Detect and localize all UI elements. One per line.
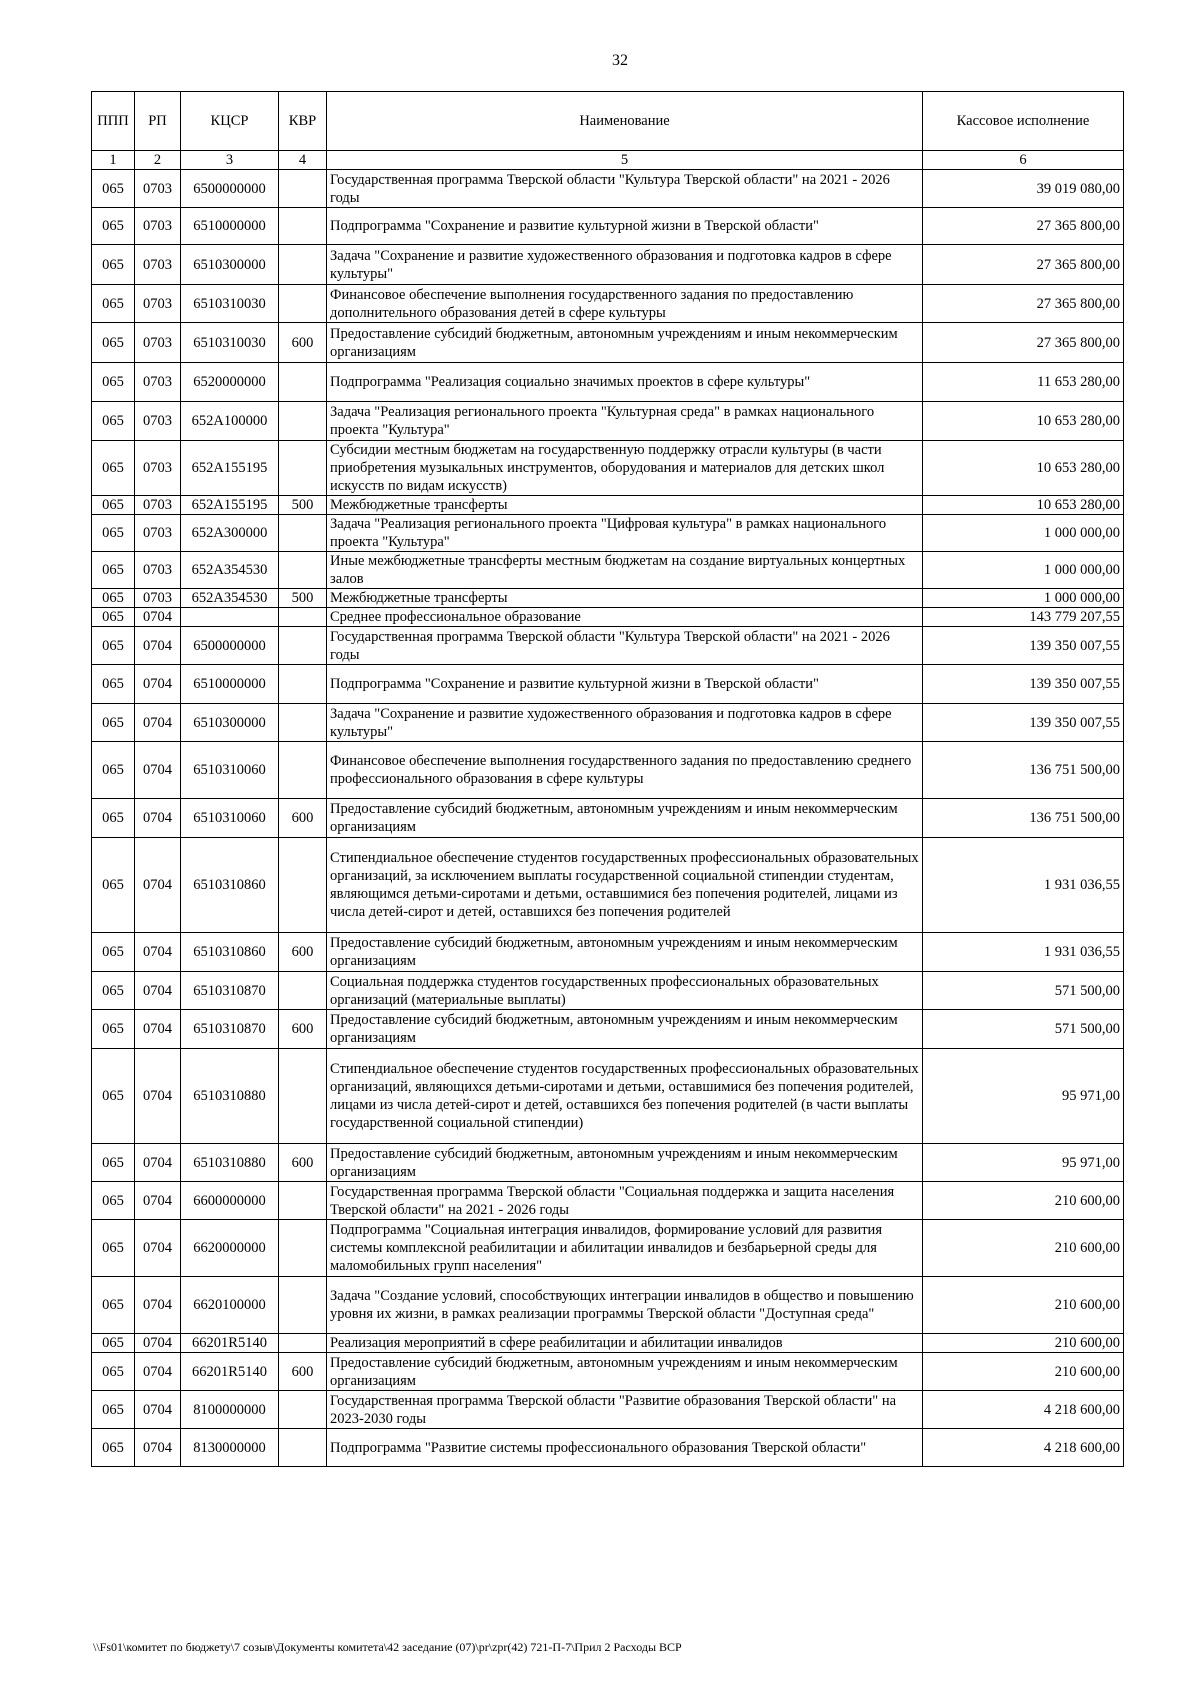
cell-kvr — [279, 608, 327, 627]
cell-kvr — [279, 402, 327, 441]
cell-name: Подпрограмма "Сохранение и развитие культурной жизни в Тверской области" — [327, 208, 923, 245]
cell-rp: 0703 — [135, 208, 181, 245]
column-number: 1 — [92, 151, 135, 170]
cell-name: Задача "Сохранение и развитие художественного образования и подготовка кадров в сфере культуры" — [327, 704, 923, 742]
table-row — [92, 402, 1124, 441]
cell-ppp: 065 — [92, 665, 135, 704]
cell-ppp: 065 — [92, 627, 135, 665]
cell-kvr: 500 — [279, 589, 327, 608]
cell-name: Задача "Реализация регионального проекта "Культурная среда" в рамках национального проекта "Культура" — [327, 402, 923, 441]
cell-kvr — [279, 208, 327, 245]
cell-kcsr: 6510000000 — [181, 665, 279, 704]
cell-amount: 4 218 600,00 — [923, 1429, 1124, 1467]
table-row — [92, 552, 1124, 589]
cell-name: Предоставление субсидий бюджетным, автономным учреждениям и иным некоммерческим организациям — [327, 799, 923, 838]
cell-kcsr: 6520000000 — [181, 363, 279, 402]
column-number: 2 — [135, 151, 181, 170]
cell-kcsr: 6500000000 — [181, 170, 279, 208]
cell-name: Предоставление субсидий бюджетным, автономным учреждениям и иным некоммерческим организациям — [327, 323, 923, 363]
cell-name: Иные межбюджетные трансферты местным бюджетам на создание виртуальных концертных залов — [327, 552, 923, 589]
cell-kcsr: 6510310060 — [181, 742, 279, 799]
cell-amount: 210 600,00 — [923, 1220, 1124, 1277]
table-row — [92, 515, 1124, 552]
cell-kcsr: 6510310870 — [181, 972, 279, 1010]
cell-rp: 0703 — [135, 496, 181, 515]
cell-amount: 136 751 500,00 — [923, 799, 1124, 838]
cell-kvr — [279, 665, 327, 704]
cell-kcsr: 6510300000 — [181, 704, 279, 742]
cell-rp: 0704 — [135, 1220, 181, 1277]
cell-kvr: 600 — [279, 1353, 327, 1391]
cell-rp: 0703 — [135, 589, 181, 608]
cell-kvr — [279, 441, 327, 496]
cell-name: Предоставление субсидий бюджетным, автономным учреждениям и иным некоммерческим организациям — [327, 1010, 923, 1049]
cell-kcsr: 652A354530 — [181, 552, 279, 589]
cell-amount: 210 600,00 — [923, 1353, 1124, 1391]
header-rp: РП — [135, 92, 181, 151]
table-row — [92, 627, 1124, 665]
cell-name: Межбюджетные трансферты — [327, 589, 923, 608]
cell-kcsr: 6510310880 — [181, 1049, 279, 1144]
cell-kcsr: 8100000000 — [181, 1391, 279, 1429]
table-row — [92, 1353, 1124, 1391]
cell-ppp: 065 — [92, 704, 135, 742]
table-row — [92, 496, 1124, 515]
cell-amount: 10 653 280,00 — [923, 496, 1124, 515]
table-row — [92, 1220, 1124, 1277]
table-row — [92, 1391, 1124, 1429]
cell-kvr — [279, 627, 327, 665]
table-body — [92, 170, 1124, 1467]
table-row — [92, 972, 1124, 1010]
table-row — [92, 1429, 1124, 1467]
file-path-footer: \\Fs01\комитет по бюджету\7 созыв\Документы комитета\42 заседание (07)\pr\zpr(42) 721-П-7\Прил 2 Расходы ВСР — [93, 1640, 682, 1654]
cell-name: Задача "Реализация регионального проекта "Цифровая культура" в рамках национального проекта "Культура" — [327, 515, 923, 552]
cell-kvr: 600 — [279, 799, 327, 838]
cell-ppp: 065 — [92, 1182, 135, 1220]
cell-kcsr: 6510310030 — [181, 285, 279, 323]
table-row — [92, 323, 1124, 363]
column-number: 4 — [279, 151, 327, 170]
cell-kcsr: 6620000000 — [181, 1220, 279, 1277]
cell-ppp: 065 — [92, 1353, 135, 1391]
cell-name: Государственная программа Тверской области "Культура Тверской области" на 2021 - 2026 годы — [327, 170, 923, 208]
table-row — [92, 838, 1124, 933]
table-row — [92, 1049, 1124, 1144]
cell-ppp: 065 — [92, 323, 135, 363]
cell-amount: 27 365 800,00 — [923, 323, 1124, 363]
cell-rp: 0704 — [135, 1334, 181, 1353]
cell-kvr — [279, 1220, 327, 1277]
cell-kvr — [279, 1277, 327, 1334]
cell-name: Задача "Создание условий, способствующих интеграции инвалидов в общество и повышению уровня их жизни, в рамках реализации программы Тверской области "Доступная среда" — [327, 1277, 923, 1334]
cell-amount: 10 653 280,00 — [923, 441, 1124, 496]
table-row — [92, 285, 1124, 323]
cell-name: Государственная программа Тверской области "Развитие образования Тверской области" на 2023-2030 годы — [327, 1391, 923, 1429]
cell-kvr — [279, 1429, 327, 1467]
cell-amount: 11 653 280,00 — [923, 363, 1124, 402]
table-row — [92, 1334, 1124, 1353]
cell-kvr — [279, 552, 327, 589]
cell-rp: 0703 — [135, 323, 181, 363]
cell-ppp: 065 — [92, 285, 135, 323]
header-ppp: ППП — [92, 92, 135, 151]
cell-ppp: 065 — [92, 1010, 135, 1049]
page-number: 32 — [612, 52, 628, 69]
cell-name: Государственная программа Тверской области "Культура Тверской области" на 2021 - 2026 годы — [327, 627, 923, 665]
cell-ppp: 065 — [92, 933, 135, 972]
cell-name: Предоставление субсидий бюджетным, автономным учреждениям и иным некоммерческим организациям — [327, 933, 923, 972]
cell-ppp: 065 — [92, 1144, 135, 1182]
cell-ppp: 065 — [92, 742, 135, 799]
cell-kcsr: 6510310860 — [181, 933, 279, 972]
table-row — [92, 1144, 1124, 1182]
cell-amount: 143 779 207,55 — [923, 608, 1124, 627]
cell-ppp: 065 — [92, 245, 135, 285]
cell-name: Подпрограмма "Реализация социально значимых проектов в сфере культуры" — [327, 363, 923, 402]
budget-table — [91, 91, 1124, 1467]
cell-ppp: 065 — [92, 170, 135, 208]
cell-ppp: 065 — [92, 1220, 135, 1277]
cell-ppp: 065 — [92, 799, 135, 838]
cell-rp: 0704 — [135, 627, 181, 665]
cell-name: Стипендиальное обеспечение студентов государственных профессиональных образовательных организаций, являющихся детьми-сиротами и детьми, оставшимися без попечения родителей, лицами из числа детей-сирот и детей, оставшихся без попечения родителей (в части выплаты государственной социальной стипендии) — [327, 1049, 923, 1144]
cell-kvr: 600 — [279, 1144, 327, 1182]
cell-rp: 0704 — [135, 1277, 181, 1334]
cell-name: Субсидии местным бюджетам на государственную поддержку отрасли культуры (в части приобретения музыкальных инструментов, оборудования и материалов для детских школ искусств по видам искусств) — [327, 441, 923, 496]
cell-kvr — [279, 1182, 327, 1220]
cell-kvr — [279, 170, 327, 208]
cell-kcsr: 66201R5140 — [181, 1353, 279, 1391]
cell-kcsr — [181, 608, 279, 627]
cell-rp: 0703 — [135, 245, 181, 285]
cell-kcsr: 652A155195 — [181, 496, 279, 515]
cell-name: Финансовое обеспечение выполнения государственного задания по предоставлению дополнительного образования детей в сфере культуры — [327, 285, 923, 323]
cell-amount: 4 218 600,00 — [923, 1391, 1124, 1429]
cell-amount: 571 500,00 — [923, 1010, 1124, 1049]
cell-name: Подпрограмма "Сохранение и развитие культурной жизни в Тверской области" — [327, 665, 923, 704]
table-row — [92, 742, 1124, 799]
cell-kcsr: 652A354530 — [181, 589, 279, 608]
cell-kvr: 600 — [279, 1010, 327, 1049]
header-amount: Кассовое исполнение — [923, 92, 1124, 151]
cell-ppp: 065 — [92, 496, 135, 515]
column-number: 5 — [327, 151, 923, 170]
cell-kcsr: 6600000000 — [181, 1182, 279, 1220]
cell-name: Межбюджетные трансферты — [327, 496, 923, 515]
cell-rp: 0704 — [135, 1391, 181, 1429]
cell-kcsr: 6510310030 — [181, 323, 279, 363]
cell-amount: 210 600,00 — [923, 1277, 1124, 1334]
cell-ppp: 065 — [92, 1049, 135, 1144]
cell-amount: 1 000 000,00 — [923, 552, 1124, 589]
column-number-row — [92, 151, 1124, 170]
cell-rp: 0703 — [135, 402, 181, 441]
table-row — [92, 799, 1124, 838]
table-row — [92, 589, 1124, 608]
column-number: 3 — [181, 151, 279, 170]
cell-kcsr: 8130000000 — [181, 1429, 279, 1467]
cell-kcsr: 652A100000 — [181, 402, 279, 441]
cell-rp: 0704 — [135, 933, 181, 972]
cell-amount: 1 000 000,00 — [923, 589, 1124, 608]
cell-rp: 0703 — [135, 441, 181, 496]
cell-amount: 210 600,00 — [923, 1182, 1124, 1220]
cell-name: Государственная программа Тверской области "Социальная поддержка и защита населения Тверской области" на 2021 - 2026 годы — [327, 1182, 923, 1220]
cell-amount: 139 350 007,55 — [923, 627, 1124, 665]
cell-amount: 139 350 007,55 — [923, 704, 1124, 742]
cell-ppp: 065 — [92, 1334, 135, 1353]
cell-kvr — [279, 515, 327, 552]
cell-rp: 0703 — [135, 363, 181, 402]
table-row — [92, 665, 1124, 704]
cell-amount: 210 600,00 — [923, 1334, 1124, 1353]
cell-ppp: 065 — [92, 589, 135, 608]
cell-kvr — [279, 285, 327, 323]
table-row — [92, 1277, 1124, 1334]
cell-kvr — [279, 704, 327, 742]
column-number: 6 — [923, 151, 1124, 170]
cell-rp: 0704 — [135, 1049, 181, 1144]
cell-rp: 0704 — [135, 665, 181, 704]
cell-name: Реализация мероприятий в сфере реабилитации и абилитации инвалидов — [327, 1334, 923, 1353]
cell-rp: 0704 — [135, 799, 181, 838]
cell-amount: 39 019 080,00 — [923, 170, 1124, 208]
cell-ppp: 065 — [92, 972, 135, 1010]
cell-kvr: 600 — [279, 323, 327, 363]
cell-ppp: 065 — [92, 1429, 135, 1467]
cell-kvr — [279, 245, 327, 285]
table-row — [92, 170, 1124, 208]
cell-ppp: 065 — [92, 552, 135, 589]
cell-rp: 0704 — [135, 1429, 181, 1467]
cell-name: Стипендиальное обеспечение студентов государственных профессиональных образовательных организаций, за исключением выплаты государственной социальной стипендии студентам, являющимся детьми-сиротами и детьми, оставшимися без попечения родителей, лицами из числа детей-сирот и детей, оставшихся без попечения родителей — [327, 838, 923, 933]
cell-ppp: 065 — [92, 441, 135, 496]
cell-amount: 139 350 007,55 — [923, 665, 1124, 704]
cell-kvr: 600 — [279, 933, 327, 972]
cell-amount: 27 365 800,00 — [923, 285, 1124, 323]
cell-name: Предоставление субсидий бюджетным, автономным учреждениям и иным некоммерческим организациям — [327, 1144, 923, 1182]
cell-rp: 0704 — [135, 1353, 181, 1391]
table-row — [92, 933, 1124, 972]
cell-rp: 0703 — [135, 552, 181, 589]
header-row — [92, 92, 1124, 151]
cell-rp: 0703 — [135, 285, 181, 323]
header-kvr: КВР — [279, 92, 327, 151]
cell-amount: 1 931 036,55 — [923, 838, 1124, 933]
cell-amount: 27 365 800,00 — [923, 245, 1124, 285]
table-row — [92, 208, 1124, 245]
cell-name: Задача "Сохранение и развитие художественного образования и подготовка кадров в сфере культуры" — [327, 245, 923, 285]
cell-rp: 0704 — [135, 704, 181, 742]
table-row — [92, 363, 1124, 402]
cell-kcsr: 6510310860 — [181, 838, 279, 933]
cell-amount: 571 500,00 — [923, 972, 1124, 1010]
cell-rp: 0704 — [135, 1144, 181, 1182]
cell-kcsr: 6500000000 — [181, 627, 279, 665]
cell-ppp: 065 — [92, 1277, 135, 1334]
cell-name: Предоставление субсидий бюджетным, автономным учреждениям и иным некоммерческим организациям — [327, 1353, 923, 1391]
cell-rp: 0704 — [135, 838, 181, 933]
cell-amount: 1 931 036,55 — [923, 933, 1124, 972]
cell-kvr — [279, 1391, 327, 1429]
cell-ppp: 065 — [92, 208, 135, 245]
cell-kcsr: 6510000000 — [181, 208, 279, 245]
cell-amount: 95 971,00 — [923, 1049, 1124, 1144]
cell-kvr — [279, 1049, 327, 1144]
header-name: Наименование — [327, 92, 923, 151]
cell-amount: 27 365 800,00 — [923, 208, 1124, 245]
table-row — [92, 245, 1124, 285]
cell-kvr — [279, 742, 327, 799]
cell-kvr — [279, 1334, 327, 1353]
cell-rp: 0704 — [135, 1010, 181, 1049]
cell-kvr: 500 — [279, 496, 327, 515]
cell-name: Среднее профессиональное образование — [327, 608, 923, 627]
cell-ppp: 065 — [92, 363, 135, 402]
cell-name: Социальная поддержка студентов государственных профессиональных образовательных организаций (материальные выплаты) — [327, 972, 923, 1010]
cell-rp: 0704 — [135, 972, 181, 1010]
cell-amount: 1 000 000,00 — [923, 515, 1124, 552]
cell-kcsr: 652A300000 — [181, 515, 279, 552]
cell-kcsr: 66201R5140 — [181, 1334, 279, 1353]
cell-rp: 0703 — [135, 515, 181, 552]
cell-rp: 0703 — [135, 170, 181, 208]
cell-name: Финансовое обеспечение выполнения государственного задания по предоставлению среднего профессионального образования в сфере культуры — [327, 742, 923, 799]
cell-ppp: 065 — [92, 515, 135, 552]
cell-amount: 10 653 280,00 — [923, 402, 1124, 441]
cell-amount: 136 751 500,00 — [923, 742, 1124, 799]
cell-name: Подпрограмма "Социальная интеграция инвалидов, формирование условий для развития системы комплексной реабилитации и абилитации инвалидов и безбарьерной среды для маломобильных групп населения" — [327, 1220, 923, 1277]
cell-rp: 0704 — [135, 1182, 181, 1220]
table-row — [92, 704, 1124, 742]
cell-amount: 95 971,00 — [923, 1144, 1124, 1182]
cell-ppp: 065 — [92, 402, 135, 441]
cell-kcsr: 6620100000 — [181, 1277, 279, 1334]
cell-kcsr: 6510310880 — [181, 1144, 279, 1182]
header-kcsr: КЦСР — [181, 92, 279, 151]
table-row — [92, 441, 1124, 496]
cell-kvr — [279, 972, 327, 1010]
table-row — [92, 608, 1124, 627]
cell-kvr — [279, 363, 327, 402]
table-row — [92, 1010, 1124, 1049]
cell-kcsr: 6510310060 — [181, 799, 279, 838]
cell-kcsr: 652A155195 — [181, 441, 279, 496]
cell-kvr — [279, 838, 327, 933]
cell-name: Подпрограмма "Развитие системы профессионального образования Тверской области" — [327, 1429, 923, 1467]
cell-kcsr: 6510310870 — [181, 1010, 279, 1049]
cell-ppp: 065 — [92, 838, 135, 933]
cell-rp: 0704 — [135, 608, 181, 627]
cell-ppp: 065 — [92, 1391, 135, 1429]
cell-rp: 0704 — [135, 742, 181, 799]
cell-kcsr: 6510300000 — [181, 245, 279, 285]
cell-ppp: 065 — [92, 608, 135, 627]
table-row — [92, 1182, 1124, 1220]
